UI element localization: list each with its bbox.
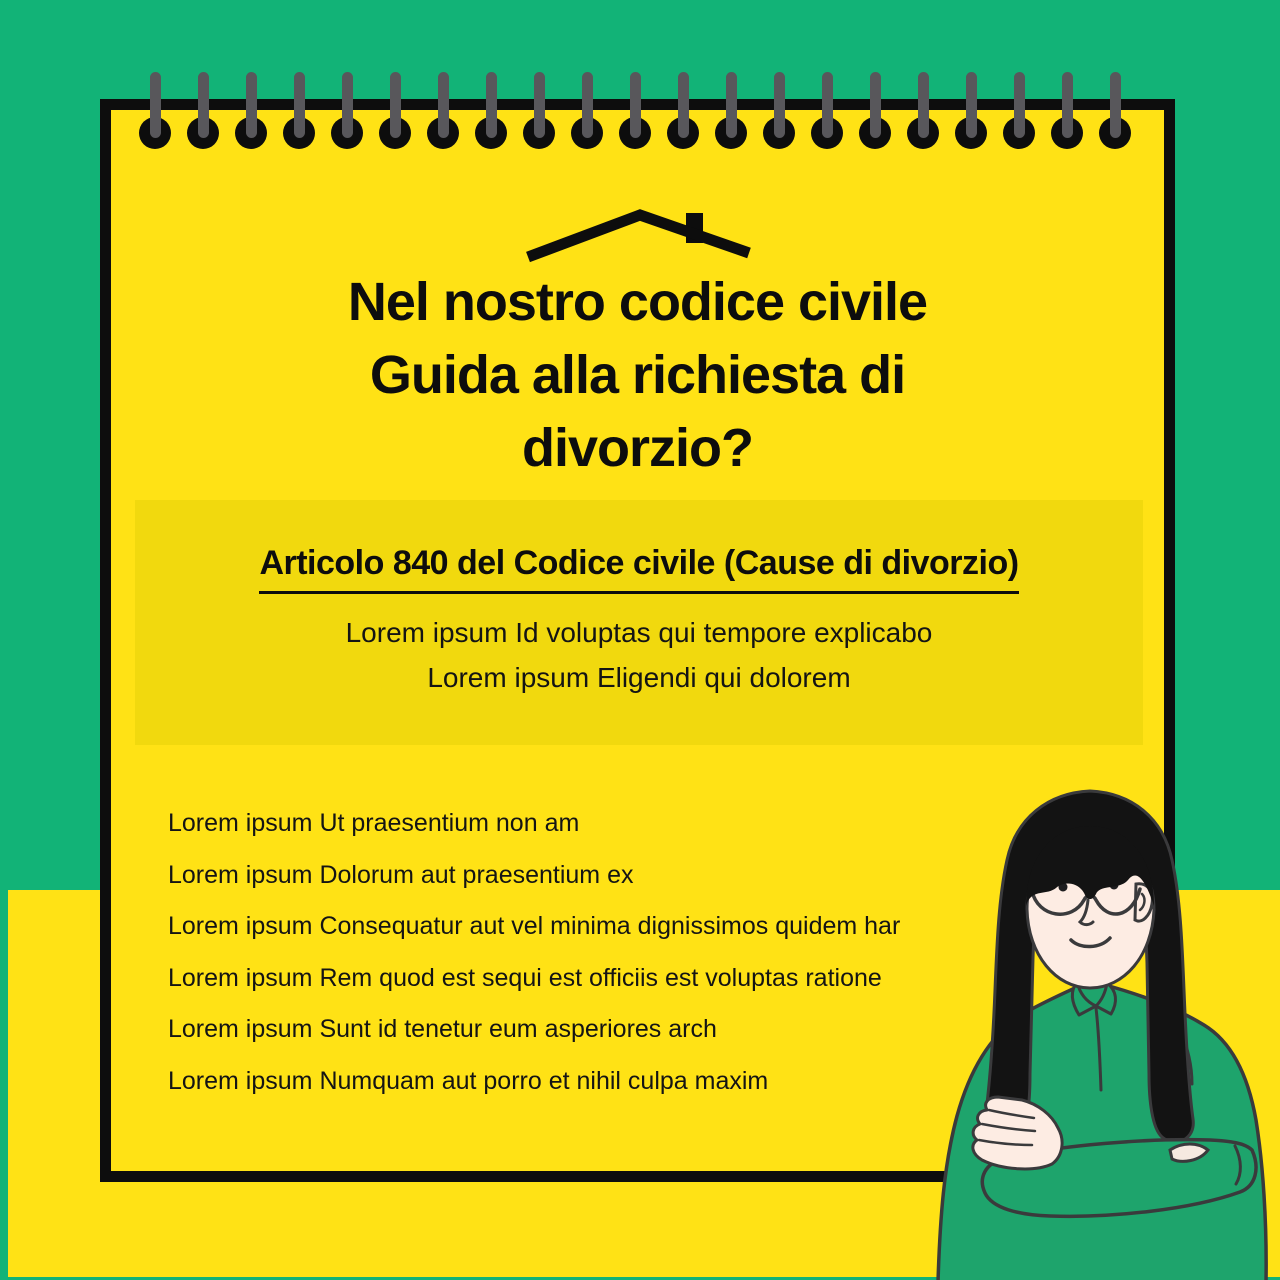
spiral-rod bbox=[486, 72, 497, 138]
list-item: Lorem ipsum Rem quod est sequi est officiis est voluptas ratione bbox=[168, 963, 882, 992]
spiral-rod bbox=[294, 72, 305, 138]
page-title bbox=[100, 266, 1175, 485]
spiral-rod bbox=[678, 72, 689, 138]
spiral-rod bbox=[966, 72, 977, 138]
spiral-rod bbox=[438, 72, 449, 138]
spiral-rod bbox=[774, 72, 785, 138]
woman-arms-crossed-illustration bbox=[930, 788, 1280, 1280]
spiral-rod bbox=[726, 72, 737, 138]
title-line-3: divorzio? bbox=[522, 418, 753, 478]
article-line-1: Lorem ipsum Id voluptas qui tempore explicabo bbox=[345, 617, 933, 648]
article-heading: Articolo 840 del Codice civile (Cause di divorzio) bbox=[259, 544, 1018, 594]
title-line-2: Guida alla richiesta di bbox=[369, 345, 906, 405]
spiral-rod bbox=[822, 72, 833, 138]
house-roof-icon bbox=[520, 205, 760, 267]
spiral-rod bbox=[342, 72, 353, 138]
spiral-rod bbox=[582, 72, 593, 138]
title-line-1: Nel nostro codice civile bbox=[347, 272, 928, 332]
spiral-rod bbox=[630, 72, 641, 138]
article-highlight-box bbox=[135, 500, 1143, 745]
spiral-rod bbox=[534, 72, 545, 138]
spiral-rod bbox=[246, 72, 257, 138]
spiral-rod bbox=[1014, 72, 1025, 138]
spiral-rod bbox=[198, 72, 209, 138]
list-item: Lorem ipsum Consequatur aut vel minima dignissimos quidem har bbox=[168, 912, 901, 940]
article-line-2: Lorem ipsum Eligendi qui dolorem bbox=[427, 662, 851, 693]
spiral-rod bbox=[150, 72, 161, 138]
spiral-rod bbox=[918, 72, 929, 138]
list-item: Lorem ipsum Dolorum aut praesentium ex bbox=[168, 860, 634, 889]
spiral-rod bbox=[1062, 72, 1073, 138]
spiral-rod bbox=[870, 72, 881, 138]
list-item: Lorem ipsum Sunt id tenetur eum asperiores arch bbox=[168, 1015, 717, 1043]
spiral-rod bbox=[390, 72, 401, 138]
list-item: Lorem ipsum Numquam aut porro et nihil culpa maxim bbox=[168, 1066, 769, 1095]
spiral-binding bbox=[0, 0, 1280, 160]
spiral-rod bbox=[1110, 72, 1121, 138]
list-item: Lorem ipsum Ut praesentium non am bbox=[168, 809, 580, 837]
lorem-list bbox=[168, 798, 998, 1107]
